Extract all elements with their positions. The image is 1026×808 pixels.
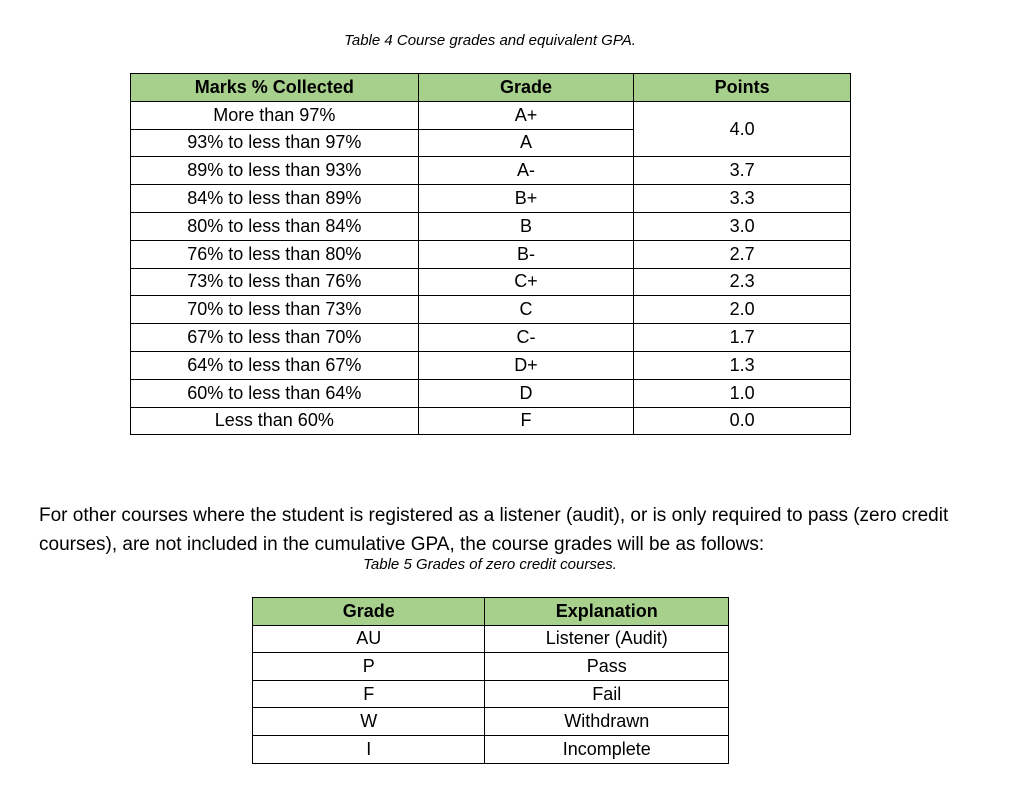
grade-cell: P	[253, 653, 485, 681]
table-row	[253, 708, 729, 736]
marks-cell: 60% to less than 64%	[131, 379, 419, 407]
column-header-explanation: Explanation	[485, 598, 729, 626]
table-header-row	[131, 74, 851, 102]
table-row	[131, 101, 851, 129]
table-row	[253, 735, 729, 763]
points-cell: 2.7	[634, 240, 851, 268]
grade-cell: F	[253, 680, 485, 708]
body-paragraph: For other courses where the student is registered as a listener (audit), or is only required to pass (zero credit courses), are not included in the cumulative GPA, the course grades will be as follows:	[39, 505, 949, 555]
points-cell: 4.0	[634, 101, 851, 157]
table-row	[131, 212, 851, 240]
explanation-cell: Pass	[485, 653, 729, 681]
explanation-cell: Fail	[485, 680, 729, 708]
points-cell: 0.0	[634, 407, 851, 435]
grade-cell: C+	[418, 268, 634, 296]
table-row	[253, 680, 729, 708]
explanation-cell: Incomplete	[485, 735, 729, 763]
marks-cell: 80% to less than 84%	[131, 212, 419, 240]
marks-cell: 73% to less than 76%	[131, 268, 419, 296]
column-header-grade: Grade	[253, 598, 485, 626]
column-header-points: Points	[634, 74, 851, 102]
grade-cell: F	[418, 407, 634, 435]
grade-cell: B	[418, 212, 634, 240]
column-header-grade: Grade	[418, 74, 634, 102]
explanation-cell: Withdrawn	[485, 708, 729, 736]
grade-cell: A-	[418, 157, 634, 185]
grade-cell: D+	[418, 351, 634, 379]
table-row	[253, 653, 729, 681]
column-header-marks: Marks % Collected	[131, 74, 419, 102]
table-row	[131, 157, 851, 185]
table-row	[131, 407, 851, 435]
grade-cell: I	[253, 735, 485, 763]
grade-cell: C	[418, 296, 634, 324]
grade-cell: AU	[253, 625, 485, 653]
table-row	[131, 379, 851, 407]
points-cell: 1.7	[634, 324, 851, 352]
marks-cell: 67% to less than 70%	[131, 324, 419, 352]
points-cell: 1.0	[634, 379, 851, 407]
table-row	[131, 240, 851, 268]
grades-gpa-table	[130, 73, 851, 435]
table-row	[131, 324, 851, 352]
marks-cell: 76% to less than 80%	[131, 240, 419, 268]
marks-cell: More than 97%	[131, 101, 419, 129]
points-cell: 3.3	[634, 185, 851, 213]
marks-cell: 89% to less than 93%	[131, 157, 419, 185]
marks-cell: 70% to less than 73%	[131, 296, 419, 324]
table-row	[131, 351, 851, 379]
marks-cell: Less than 60%	[131, 407, 419, 435]
points-cell: 2.0	[634, 296, 851, 324]
table-header-row	[253, 598, 729, 626]
grade-cell: A	[418, 129, 634, 157]
marks-cell: 64% to less than 67%	[131, 351, 419, 379]
grade-cell: C-	[418, 324, 634, 352]
table-5-caption: Table 5 Grades of zero credit courses.	[363, 556, 617, 573]
points-cell: 3.7	[634, 157, 851, 185]
explanation-cell: Listener (Audit)	[485, 625, 729, 653]
grade-cell: B-	[418, 240, 634, 268]
marks-cell: 93% to less than 97%	[131, 129, 419, 157]
table-row	[131, 185, 851, 213]
marks-cell: 84% to less than 89%	[131, 185, 419, 213]
grade-cell: W	[253, 708, 485, 736]
table-row	[131, 296, 851, 324]
points-cell: 2.3	[634, 268, 851, 296]
points-cell: 3.0	[634, 212, 851, 240]
table-row	[131, 268, 851, 296]
points-cell: 1.3	[634, 351, 851, 379]
grade-cell: A+	[418, 101, 634, 129]
table-4-caption: Table 4 Course grades and equivalent GPA.	[344, 32, 636, 49]
zero-credit-grades-table	[252, 597, 729, 764]
grade-cell: D	[418, 379, 634, 407]
grade-cell: B+	[418, 185, 634, 213]
table-row	[253, 625, 729, 653]
